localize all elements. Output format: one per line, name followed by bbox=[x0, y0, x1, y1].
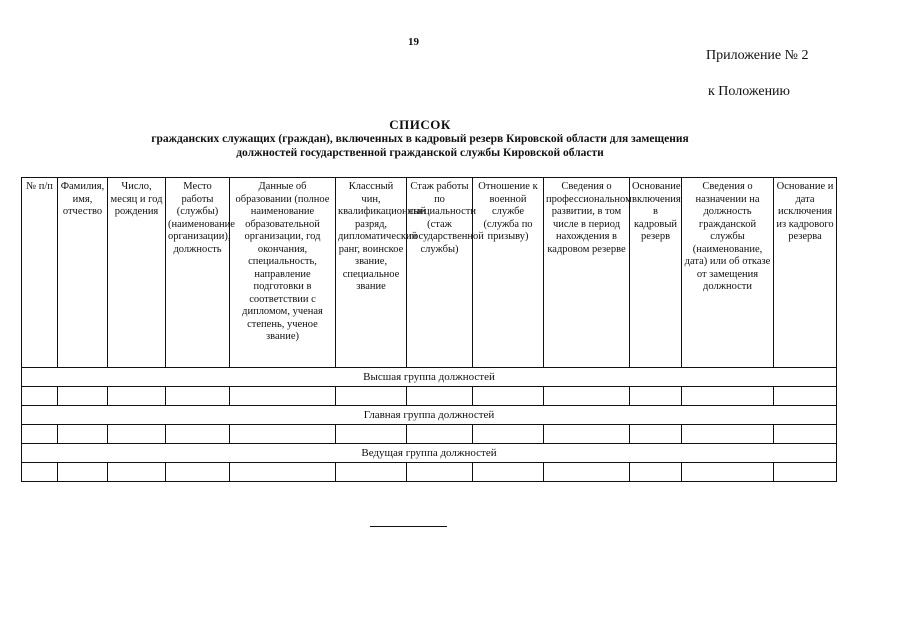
group-label-leading: Ведущая группа должностей bbox=[22, 444, 837, 463]
col-education-header: Данные об образовании (полное наименование образовательной организации, год окончания, специальность, направление подготовки в соответствии с дипломом, ученая степень, ученое звание) bbox=[230, 178, 336, 368]
col-birth-date-header: Число, месяц и год рождения bbox=[108, 178, 166, 368]
page-number: 19 bbox=[408, 36, 419, 48]
group-row-highest bbox=[22, 368, 837, 387]
group-label-main: Главная группа должностей bbox=[22, 406, 837, 425]
col-number-header: № п/п bbox=[22, 178, 58, 368]
reserve-roster-table bbox=[21, 177, 837, 482]
document-subtitle-line-1: гражданских служащих (граждан), включенных в кадровый резерв Кировской области для замещения bbox=[151, 133, 689, 145]
table-header-row bbox=[22, 178, 837, 368]
appendix-label: Приложение № 2 bbox=[706, 48, 809, 63]
group-row-leading bbox=[22, 444, 837, 463]
col-workplace-header: Место работы (службы) (наименование организации), должность bbox=[166, 178, 230, 368]
col-appointment-header: Сведения о назначении на должность гражданской службы (наименование, дата) или об отказе от замещения должности bbox=[682, 178, 774, 368]
document-title: СПИСОК bbox=[389, 117, 451, 132]
col-full-name-header: Фамилия, имя, отчество bbox=[58, 178, 108, 368]
col-development-header: Сведения о профессиональном развитии, в том числе в период нахождения в кадровом резерве bbox=[544, 178, 630, 368]
table-row bbox=[22, 425, 837, 444]
col-inclusion-basis-header: Основание включения в кадровый резерв bbox=[630, 178, 682, 368]
table-row bbox=[22, 387, 837, 406]
table-row bbox=[22, 463, 837, 482]
col-military-header: Отношение к военной службе (служба по призыву) bbox=[473, 178, 544, 368]
closing-rule-line bbox=[370, 526, 447, 527]
group-row-main bbox=[22, 406, 837, 425]
document-subtitle-line-2: должностей государственной гражданской службы Кировской области bbox=[236, 147, 604, 159]
appendix-reference: к Положению bbox=[708, 84, 791, 99]
col-experience-header: Стаж работы по специальности (стаж государственной службы) bbox=[407, 178, 473, 368]
col-rank-header: Классный чин, квалификационный разряд, дипломатический ранг, воинское звание, специальное звание bbox=[336, 178, 407, 368]
col-exclusion-header: Основание и дата исключения из кадрового резерва bbox=[774, 178, 837, 368]
group-label-highest: Высшая группа должностей bbox=[22, 368, 837, 387]
